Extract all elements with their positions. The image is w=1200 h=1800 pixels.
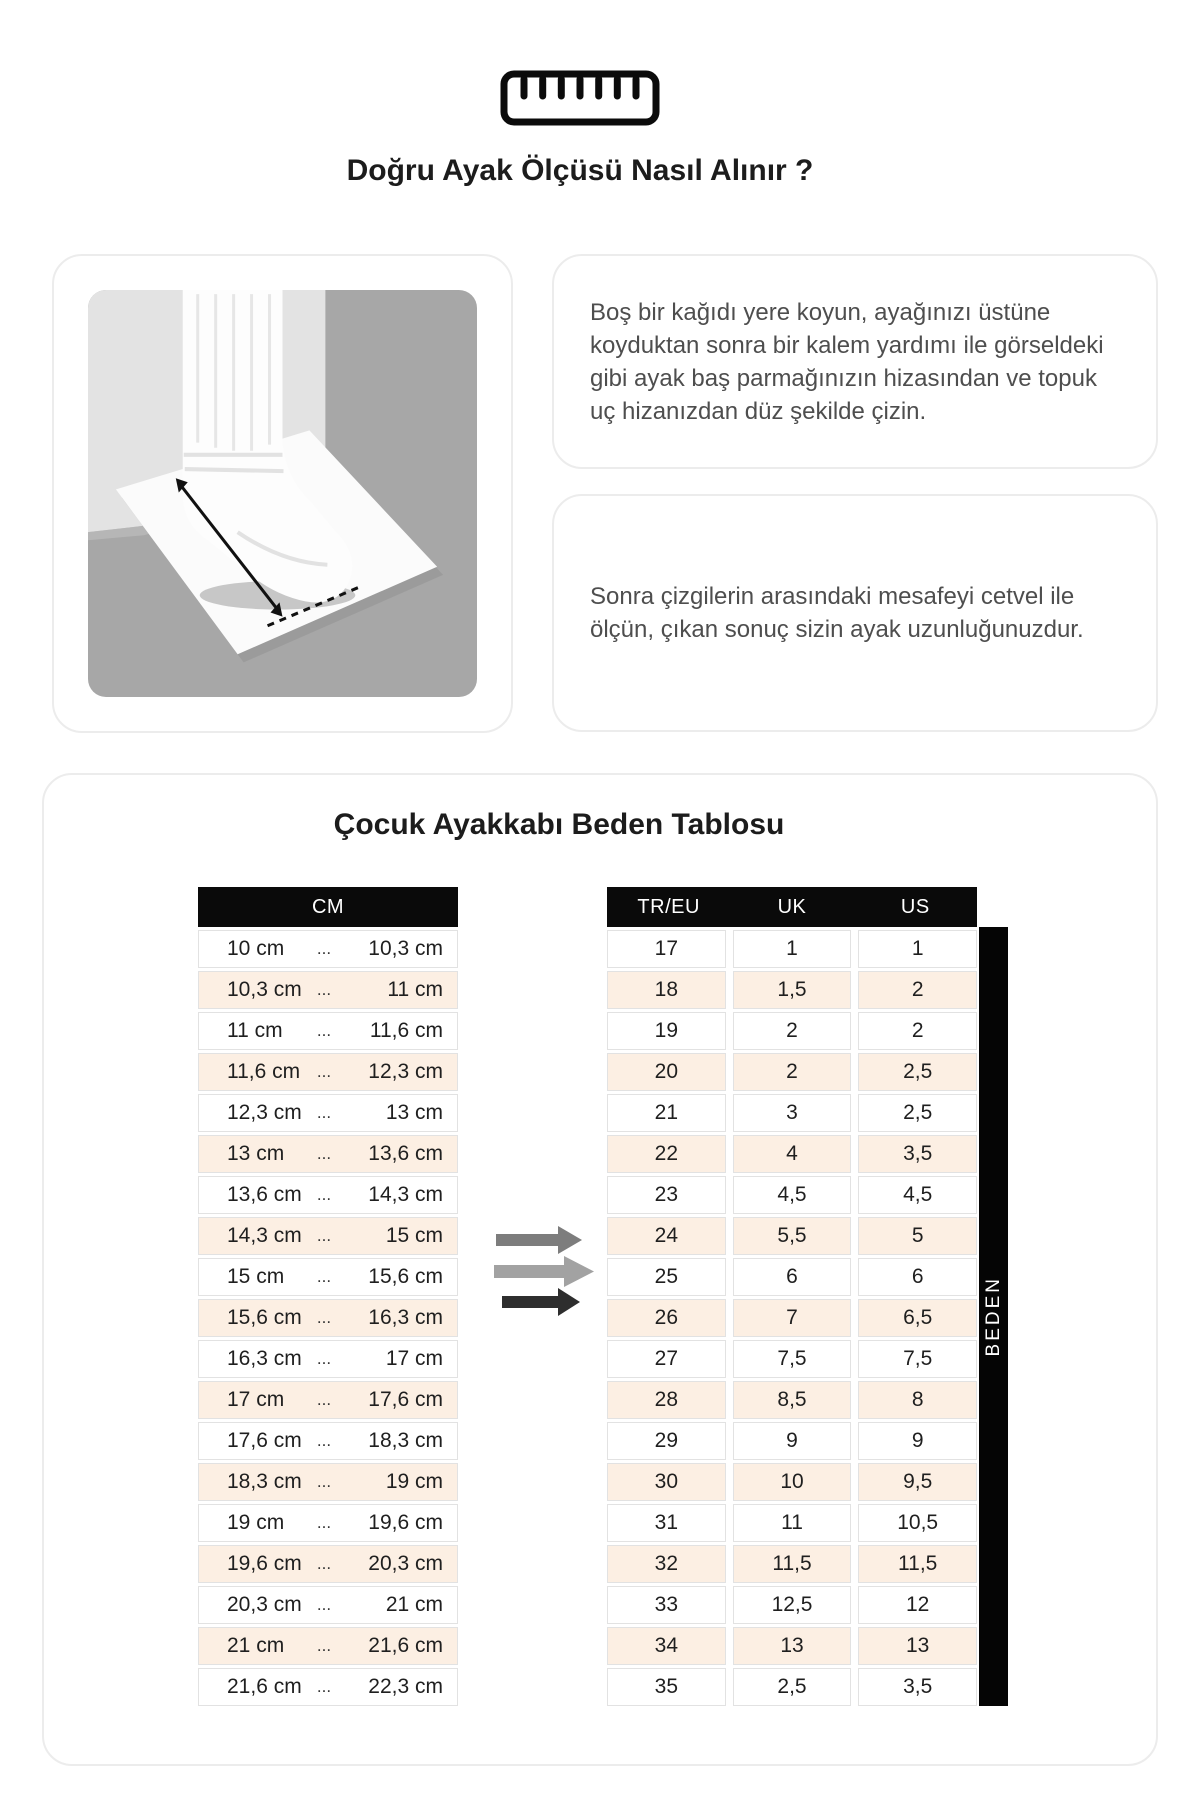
us-size: 9,5 — [858, 1463, 977, 1501]
cm-min-value: 15 cm — [227, 1265, 285, 1288]
cm-min-value: 10 cm — [227, 937, 285, 960]
instruction-step-2: Sonra çizgilerin arasındaki mesafeyi cetvel ile ölçün, çıkan sonuç sizin ayak uzunluğunuzdur. — [590, 583, 1084, 643]
range-dots: ... — [316, 1636, 332, 1655]
uk-size: 11,5 — [733, 1545, 852, 1583]
uk-size: 12,5 — [733, 1586, 852, 1624]
us-size: 9 — [858, 1422, 977, 1460]
cm-max-value: 21,6 cm — [368, 1634, 443, 1657]
cm-max-value: 21 cm — [385, 1593, 443, 1616]
range-dots: ... — [316, 1554, 332, 1573]
tr-eu-size: 19 — [607, 1012, 726, 1050]
tr-eu-size: 28 — [607, 1381, 726, 1419]
tr-eu-size: 17 — [607, 930, 726, 968]
tr-eu-size: 27 — [607, 1340, 726, 1378]
ruler-icon-svg — [500, 70, 660, 126]
right-arrow-icon — [494, 1256, 594, 1287]
cm-max-value: 15,6 cm — [368, 1265, 443, 1288]
cm-min-value: 18,3 cm — [227, 1470, 302, 1493]
cm-table-header: CM — [198, 887, 458, 927]
uk-size: 1 — [733, 930, 852, 968]
uk-size: 2 — [733, 1053, 852, 1091]
conversion-table-row — [607, 1176, 977, 1214]
col-header-tr-eu: TR/EU — [637, 895, 700, 918]
us-size: 5 — [858, 1217, 977, 1255]
table-link-arrows — [494, 1225, 604, 1317]
cm-min-value: 21,6 cm — [227, 1675, 302, 1698]
foot-on-paper-image — [88, 290, 477, 697]
uk-size: 4 — [733, 1135, 852, 1173]
conversion-table-row — [607, 1258, 977, 1296]
uk-size: 1,5 — [733, 971, 852, 1009]
conversion-table-row — [607, 1340, 977, 1378]
conversion-table-row — [607, 1381, 977, 1419]
cm-max-value: 13 cm — [385, 1101, 443, 1124]
tr-eu-size: 29 — [607, 1422, 726, 1460]
uk-size: 3 — [733, 1094, 852, 1132]
conversion-table-row — [607, 1545, 977, 1583]
cm-table-row — [198, 1463, 458, 1501]
us-size: 11,5 — [858, 1545, 977, 1583]
tr-eu-size: 23 — [607, 1176, 726, 1214]
uk-size: 9 — [733, 1422, 852, 1460]
range-dots: ... — [316, 1513, 332, 1532]
conversion-table-row — [607, 1422, 977, 1460]
conversion-table-row — [607, 1668, 977, 1706]
cm-table-row — [198, 1422, 458, 1460]
uk-size: 6 — [733, 1258, 852, 1296]
measurement-photo-card — [52, 254, 513, 733]
conversion-table-row — [607, 1012, 977, 1050]
cm-table-row — [198, 1258, 458, 1296]
cm-max-value: 10,3 cm — [368, 937, 443, 960]
conversion-table-row — [607, 1217, 977, 1255]
tr-eu-size: 31 — [607, 1504, 726, 1542]
page-header — [0, 0, 1160, 190]
instruction-card-2 — [552, 494, 1158, 732]
us-size: 6,5 — [858, 1299, 977, 1337]
size-tables — [198, 887, 1156, 1706]
cm-table-body — [198, 930, 458, 1706]
conversion-table-row — [607, 1627, 977, 1665]
cm-min-value: 15,6 cm — [227, 1306, 302, 1329]
uk-size: 2,5 — [733, 1668, 852, 1706]
conversion-table-row — [607, 1586, 977, 1624]
size-table-card — [42, 773, 1158, 1766]
conversion-table-row — [607, 1463, 977, 1501]
instruction-card-1 — [552, 254, 1158, 469]
range-dots: ... — [316, 1472, 332, 1491]
cm-min-value: 13,6 cm — [227, 1183, 302, 1206]
cm-max-value: 11,6 cm — [369, 1019, 443, 1042]
us-size: 13 — [858, 1627, 977, 1665]
tr-eu-size: 21 — [607, 1094, 726, 1132]
col-header-uk: UK — [777, 895, 807, 918]
uk-size: 11 — [733, 1504, 852, 1542]
range-dots: ... — [316, 1103, 332, 1122]
range-dots: ... — [316, 980, 332, 999]
cm-min-value: 11,6 cm — [227, 1060, 301, 1083]
conversion-table-row — [607, 1504, 977, 1542]
us-size: 10,5 — [858, 1504, 977, 1542]
cm-max-value: 15 cm — [385, 1224, 443, 1247]
us-size: 8 — [858, 1381, 977, 1419]
cm-min-value: 19,6 cm — [227, 1552, 302, 1575]
cm-min-value: 12,3 cm — [227, 1101, 302, 1124]
us-size: 2 — [858, 971, 977, 1009]
us-size: 3,5 — [858, 1668, 977, 1706]
cm-min-value: 19 cm — [227, 1511, 285, 1534]
range-dots: ... — [316, 1390, 332, 1409]
cm-min-value: 17 cm — [227, 1388, 285, 1411]
cm-min-value: 10,3 cm — [227, 978, 302, 1001]
us-size: 2,5 — [858, 1094, 977, 1132]
instruction-step-1: Boş bir kağıdı yere koyun, ayağınızı üstüne koyduktan sonra bir kalem yardımı ile görseldeki gibi ayak baş parmağınızın hizasından ve topuk uç hizanızdan düz şekilde çizin. — [590, 298, 1104, 425]
cm-max-value: 12,3 cm — [368, 1060, 443, 1083]
us-size: 12 — [858, 1586, 977, 1624]
range-dots: ... — [316, 1431, 332, 1450]
conversion-table-header — [607, 887, 977, 927]
cm-max-value: 17,6 cm — [368, 1388, 443, 1411]
page-title: Doğru Ayak Ölçüsü Nasıl Alınır ? — [346, 154, 814, 187]
range-dots: ... — [316, 1226, 332, 1245]
ruler-icon — [0, 70, 1160, 126]
cm-min-value: 21 cm — [227, 1634, 285, 1657]
tr-eu-size: 26 — [607, 1299, 726, 1337]
cm-table-row — [198, 1627, 458, 1665]
cm-table-row — [198, 1381, 458, 1419]
cm-table-row — [198, 1094, 458, 1132]
tr-eu-size: 24 — [607, 1217, 726, 1255]
instruction-cards-row — [52, 254, 1158, 733]
range-dots: ... — [316, 1267, 332, 1286]
beden-side-bar — [979, 927, 1008, 1706]
tr-eu-size: 33 — [607, 1586, 726, 1624]
uk-size: 5,5 — [733, 1217, 852, 1255]
cm-max-value: 19 cm — [385, 1470, 443, 1493]
cm-min-value: 13 cm — [227, 1142, 285, 1165]
cm-table-row — [198, 1135, 458, 1173]
range-dots: ... — [316, 1021, 332, 1040]
cm-table-row — [198, 1299, 458, 1337]
conversion-table-row — [607, 971, 977, 1009]
beden-label: BEDEN — [982, 1276, 1004, 1357]
conversion-table-row — [607, 1053, 977, 1091]
uk-size: 10 — [733, 1463, 852, 1501]
us-size: 1 — [858, 930, 977, 968]
uk-size: 4,5 — [733, 1176, 852, 1214]
uk-size: 7 — [733, 1299, 852, 1337]
cm-table-row — [198, 1217, 458, 1255]
tr-eu-size: 30 — [607, 1463, 726, 1501]
range-dots: ... — [316, 1595, 332, 1614]
tr-eu-size: 34 — [607, 1627, 726, 1665]
conversion-table-row — [607, 1299, 977, 1337]
cm-max-value: 17 cm — [385, 1347, 443, 1370]
us-size: 3,5 — [858, 1135, 977, 1173]
uk-size: 7,5 — [733, 1340, 852, 1378]
cm-max-value: 14,3 cm — [368, 1183, 443, 1206]
conversion-table-row — [607, 1135, 977, 1173]
us-size: 2 — [858, 1012, 977, 1050]
cm-table-row — [198, 1545, 458, 1583]
us-size: 6 — [858, 1258, 977, 1296]
cm-min-value: 17,6 cm — [227, 1429, 302, 1452]
range-dots: ... — [316, 1308, 332, 1327]
tr-eu-size: 32 — [607, 1545, 726, 1583]
cm-max-value: 16,3 cm — [368, 1306, 443, 1329]
cm-min-value: 20,3 cm — [227, 1593, 302, 1616]
cm-max-value: 18,3 cm — [368, 1429, 443, 1452]
conversion-table-row — [607, 1094, 977, 1132]
cm-table-row — [198, 1053, 458, 1091]
cm-max-value: 22,3 cm — [368, 1675, 443, 1698]
range-dots: ... — [316, 1677, 332, 1696]
instruction-text-column — [552, 254, 1158, 733]
cm-table-row — [198, 1176, 458, 1214]
foot-measurement-illustration — [88, 290, 477, 697]
range-dots: ... — [316, 1062, 332, 1081]
cm-table — [198, 887, 458, 1706]
size-table-title: Çocuk Ayakkabı Beden Tablosu — [333, 808, 785, 841]
col-header-us: US — [900, 895, 930, 918]
tr-eu-size: 20 — [607, 1053, 726, 1091]
range-dots: ... — [316, 1349, 332, 1368]
uk-size: 8,5 — [733, 1381, 852, 1419]
conversion-table-body — [607, 930, 977, 1706]
conversion-table-row — [607, 930, 977, 968]
tr-eu-size: 35 — [607, 1668, 726, 1706]
range-dots: ... — [316, 1144, 332, 1163]
cm-table-row — [198, 930, 458, 968]
uk-size: 2 — [733, 1012, 852, 1050]
cm-min-value: 14,3 cm — [227, 1224, 302, 1247]
us-size: 4,5 — [858, 1176, 977, 1214]
tr-eu-size: 18 — [607, 971, 726, 1009]
cm-table-row — [198, 1012, 458, 1050]
tr-eu-size: 22 — [607, 1135, 726, 1173]
uk-size: 13 — [733, 1627, 852, 1665]
cm-min-value: 16,3 cm — [227, 1347, 302, 1370]
range-dots: ... — [316, 939, 332, 958]
range-dots: ... — [316, 1185, 332, 1204]
cm-max-value: 20,3 cm — [368, 1552, 443, 1575]
cm-table-row — [198, 1504, 458, 1542]
cm-min-value: 11 cm — [227, 1019, 283, 1042]
cm-table-row — [198, 1586, 458, 1624]
cm-table-row — [198, 971, 458, 1009]
right-arrow-icon — [502, 1288, 580, 1316]
us-size: 2,5 — [858, 1053, 977, 1091]
cm-max-value: 11 cm — [387, 978, 443, 1001]
tr-eu-size: 25 — [607, 1258, 726, 1296]
cm-max-value: 19,6 cm — [368, 1511, 443, 1534]
right-arrow-icon — [496, 1226, 582, 1254]
cm-table-row — [198, 1668, 458, 1706]
size-conversion-table — [607, 887, 977, 1706]
cm-table-row — [198, 1340, 458, 1378]
cm-max-value: 13,6 cm — [368, 1142, 443, 1165]
us-size: 7,5 — [858, 1340, 977, 1378]
